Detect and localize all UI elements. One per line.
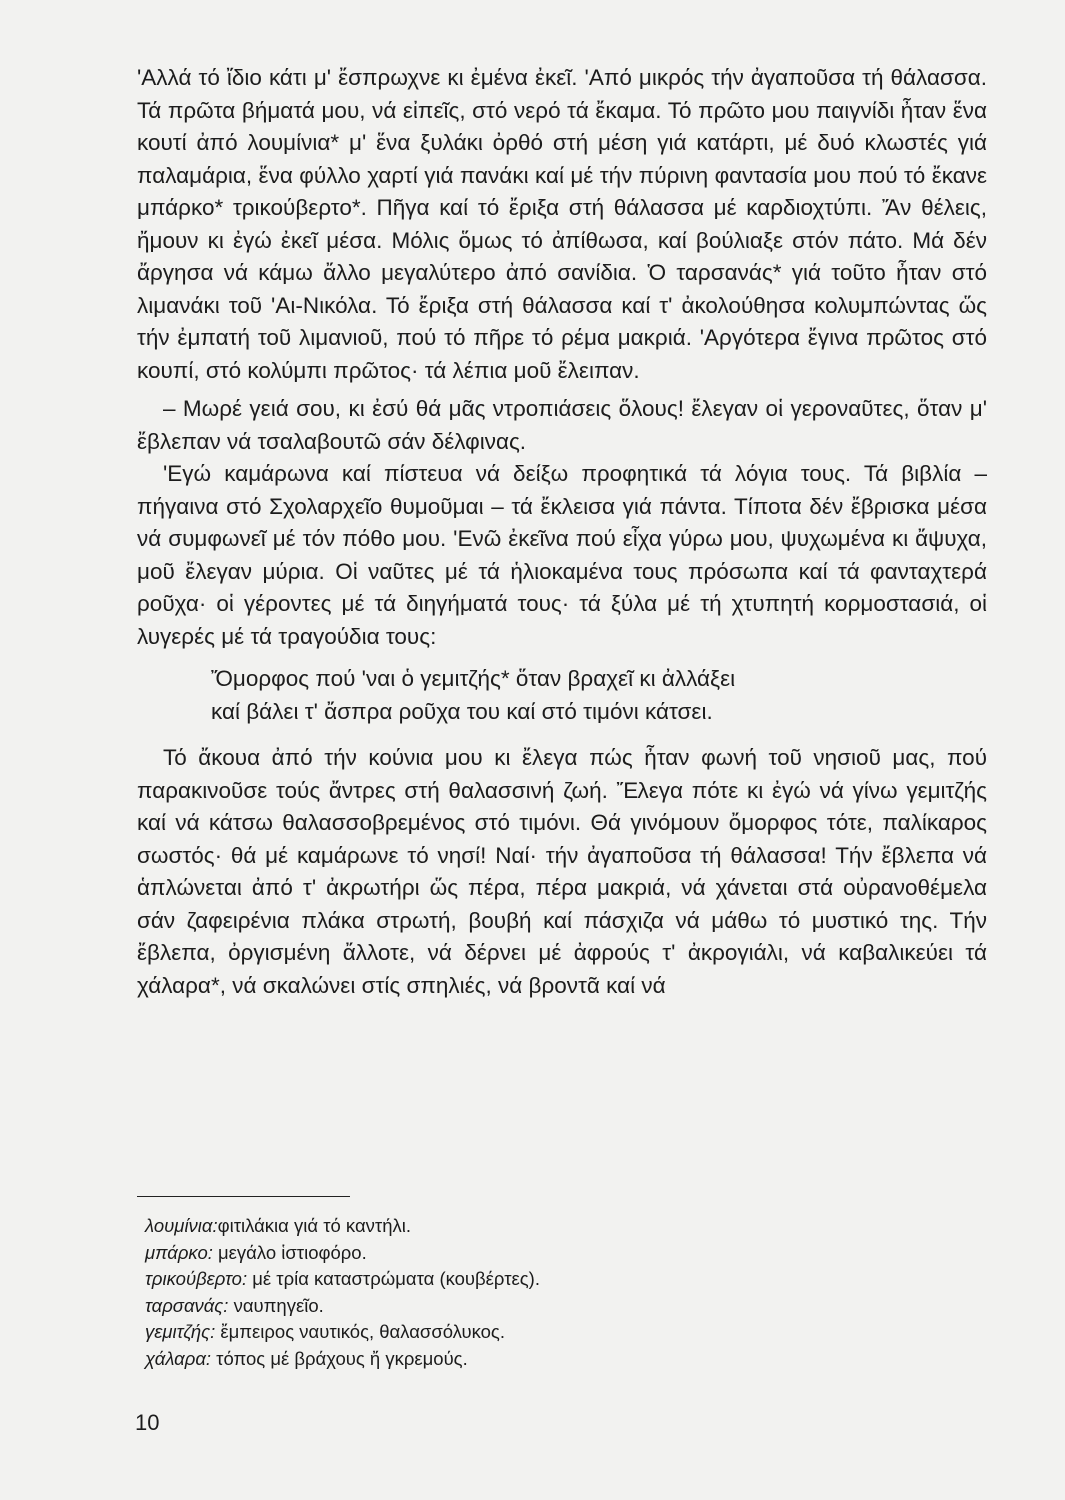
footnote-definition: μεγάλο ἱστιοφόρο. bbox=[218, 1241, 367, 1263]
footnote-item bbox=[145, 1240, 985, 1267]
footnote-term: χάλαρα: bbox=[145, 1347, 212, 1369]
footnote-item bbox=[145, 1319, 985, 1346]
footnote-term: μπάρκο: bbox=[145, 1241, 213, 1263]
footnotes bbox=[145, 1213, 985, 1372]
footnote-definition: τόπος μέ βράχους ἤ γκρεμούς. bbox=[216, 1347, 468, 1369]
footnote-item bbox=[145, 1293, 985, 1320]
footnote-term: ταρσανάς: bbox=[145, 1294, 229, 1316]
paragraph-4: Τό ἄκουα ἀπό τήν κούνια μου κι ἔλεγα πώς ἦταν φωνή τοῦ νησιοῦ μας, πού παρακινοῦσε τούς ἄντρες στή θαλασσινή ζωή. Ἔλεγα πότε κι ἐγώ νά γίνω γεμιτζής καί νά κάτσω θαλασσοβρεμένος στό τιμόνι. Θά γινόμουν ὄμορφος τότε, παλίκαρος σωστός· θά μέ καμάρωνε τό νησί! Ναί· τήν ἀγαποῦσα τή θάλασσα! Τήν ἔβλεπα νά ἁπλώνεται ἀπό τ' ἀκρωτήρι ὥς πέρα, πέρα μακριά, νά χάνεται στά οὐρανοθέμελα σάν ζαφειρένια πλάκα στρωτή, βουβή καί πάσχιζα νά μάθω τό μυστικό της. Τήν ἔβλεπα, ὀργισμένη ἄλλοτε, νά δέρνει μέ ἀφρούς τ' ἀκρογιάλι, νά καβαλικεύει τά χάλαρα*, νά σκαλώνει στίς σπηλιές, νά βροντᾶ καί νά bbox=[137, 745, 987, 998]
footnote-item bbox=[145, 1346, 985, 1373]
paragraph-3: 'Εγώ καμάρωνα καί πίστευα νά δείξω προφητικά τά λόγια τους. Τά βιβλία – πήγαινα στό Σχολαρχεῖο θυμοῦμαι – τά ἔκλεισα γιά πάντα. Τίποτα δέν ἔβρισκα μέσα νά συμφωνεῖ μέ τόν πόθο μου. 'Ενῶ ἐκεῖνα πού εἶχα γύρω μου, ψυχωμένα κι ἄψυχα, μοῦ ἔλεγαν μύρια. Οἱ ναῦτες μέ τά ἡλιοκαμένα τους πρόσωπα καί τά φανταχτερά ροῦχα· οἱ γέροντες μέ τά διηγήματά τους· τά ξύλα μέ τή χτυπητή κορμοστασιά, οἱ λυγερές μέ τά τραγούδια τους: bbox=[137, 461, 987, 649]
page-number: 10 bbox=[135, 1410, 160, 1435]
verse-block bbox=[211, 663, 987, 728]
verse-line-2: καί βάλει τ' ἄσπρα ροῦχα του καί στό τιμόνι κάτσει. bbox=[211, 698, 713, 724]
footnote-term: τρικούβερτο: bbox=[145, 1268, 248, 1289]
footnote-definition: μέ τρία καταστρώματα (κουβέρτες). bbox=[252, 1268, 540, 1289]
verse-line-1: Ὄμορφος πού 'ναι ὁ γεμιτζής* ὅταν βραχεῖ κι ἀλλάξει bbox=[211, 666, 736, 691]
footnote-definition: ναυπηγεῖο. bbox=[233, 1294, 324, 1316]
footnote-definition: φιτιλάκια γιά τό καντήλι. bbox=[217, 1215, 411, 1236]
footnote-term: γεμιτζής: bbox=[145, 1321, 216, 1342]
paragraph-1: 'Αλλά τό ἴδιο κάτι μ' ἔσπρωχνε κι ἐμένα ἐκεῖ. 'Από μικρός τήν ἀγαποῦσα τή θάλασσα. Τά πρῶτα βήματά μου, νά εἰπεῖς, στό νερό τά ἔκαμα. Τό πρῶτο μου παιγνίδι ἦταν ἕνα κουτί ἀπό λουμίνια* μ' ἕνα ξυλάκι ὀρθό στή μέση γιά κατάρτι, μέ δυό κλωστές γιά παλαμάρια, ἕνα φύλλο χαρτί γιά πανάκι καί μέ τήν πύρινη φαντασία μου πού τό ἔκανε μπάρκο* τρικούβερτο*. Πῆγα καί τό ἔριξα στή θάλασσα μέ καρδιοχτύπι. Ἄν θέλεις, ἤμουν κι ἐγώ ἐκεῖ μέσα. Μόλις ὅμως τό ἀπίθωσα, καί βούλιαξε στόν πάτο. Μά δέν ἄργησα νά κάμω ἄλλο μεγαλύτερο ἀπό σανίδια. Ὁ ταρσανάς* γιά τοῦτο ἦταν στό λιμανάκι τοῦ 'Αι-Νικόλα. Τό ἔριξα στή θάλασσα καί τ' ἀκολούθησα κολυμπώντας ὥς τήν ἐμπατή τοῦ λιμανιοῦ, πού τό πῆρε τό ρέμα μακριά. 'Αργότερα ἔγινα πρῶτος στό κουπί, στό κολύμπι πρῶτος· τά λέπια μοῦ ἔλειπαν. bbox=[137, 65, 987, 383]
footnote-separator bbox=[137, 1196, 350, 1197]
footnote-item bbox=[145, 1213, 985, 1240]
main-text bbox=[137, 62, 987, 1002]
footnote-item bbox=[145, 1266, 985, 1293]
paragraph-2-dialogue: – Μωρέ γειά σου, κι ἐσύ θά μᾶς ντροπιάσεις ὅλους! ἔλεγαν οἱ γεροναῦτες, ὅταν μ' ἔβλεπαν νά τσαλαβουτῶ σάν δέλφινας. bbox=[137, 396, 987, 454]
footnote-term: λουμίνια: bbox=[145, 1215, 218, 1236]
footnote-definition: ἔμπειρος ναυτικός, θαλασσόλυκος. bbox=[220, 1321, 505, 1342]
